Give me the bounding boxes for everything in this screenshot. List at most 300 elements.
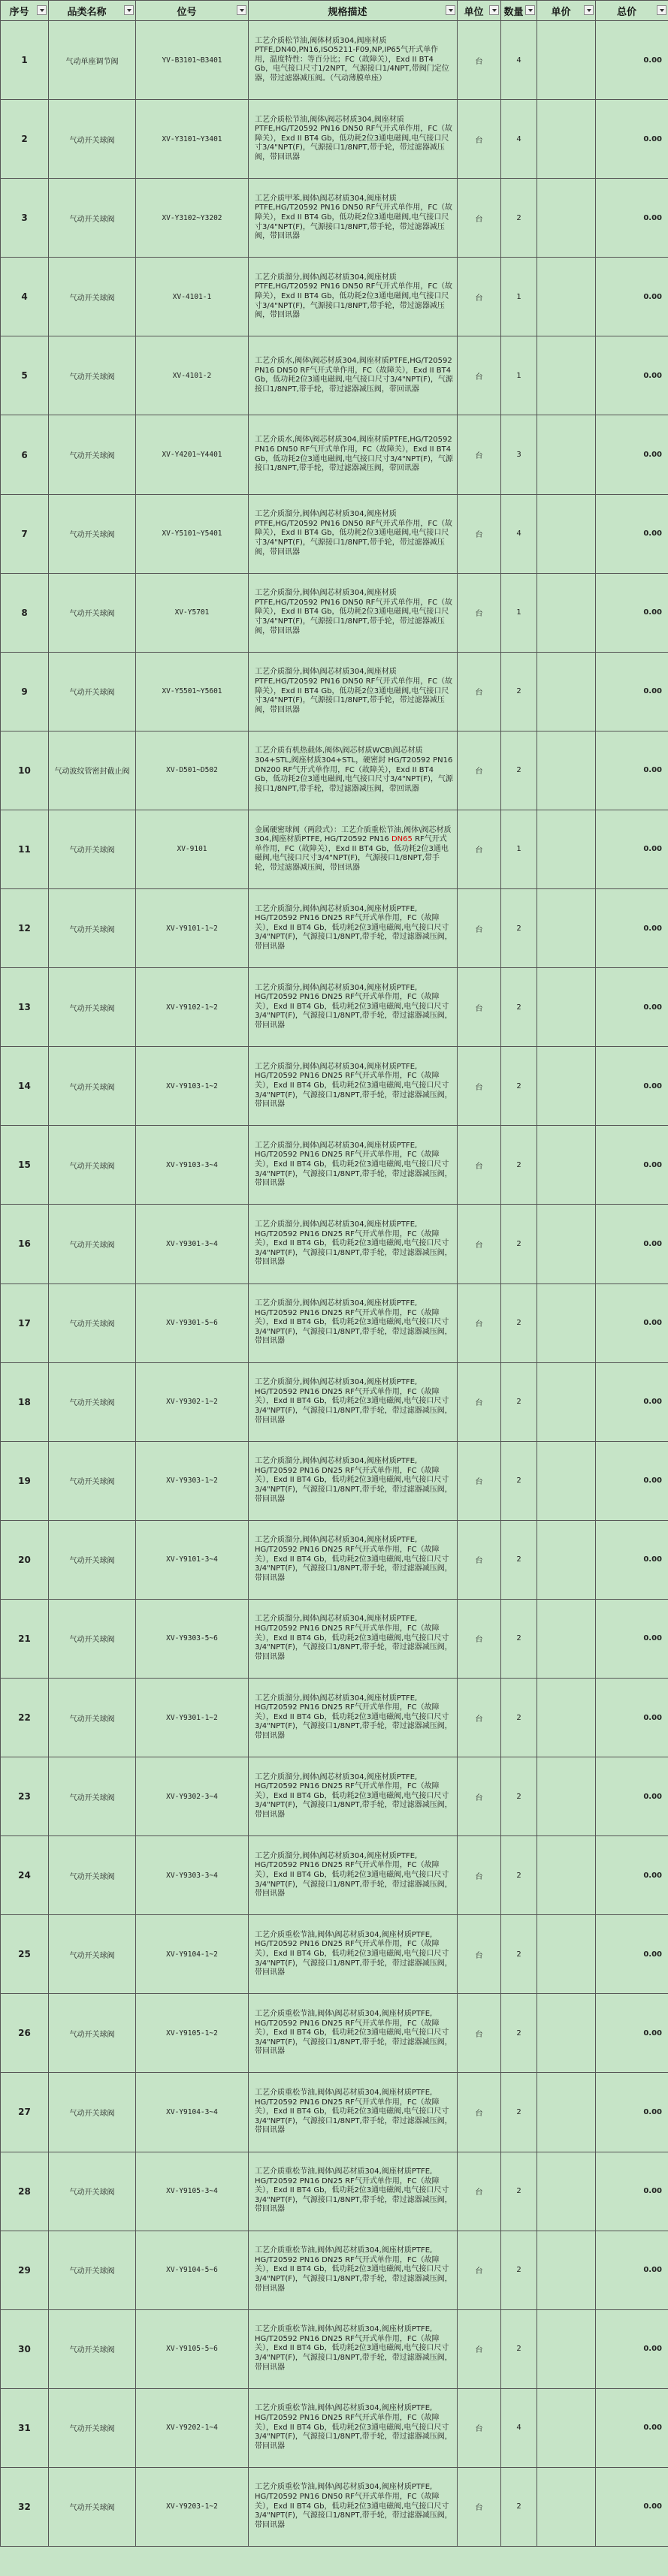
cell-spec[interactable]: 工艺介质溜分,阀体\阀芯材质304,阀座材质PTFE, HG/T20592 PN16 DN25 RF气开式单作用，FC（故障关），Exd II BT4 Gb，低功耗2位3通电磁阀,电气接口尺寸3/4"NPT(F)，气源接口1/8NPT,带手轮，带过滤器减压阀，带回讯器 — [249, 1047, 458, 1126]
cell-price[interactable] — [537, 494, 596, 573]
cell-qty[interactable]: 2 — [501, 1205, 537, 1283]
cell-qty[interactable]: 4 — [501, 2388, 537, 2467]
cell-price[interactable] — [537, 1757, 596, 1836]
cell-qty[interactable]: 2 — [501, 2152, 537, 2231]
cell-total[interactable]: 0.00 — [596, 731, 668, 810]
cell-model[interactable]: XV-D501~D502 — [136, 731, 249, 810]
cell-spec[interactable]: 工艺介质溜分,阀体\阀芯材质304,阀座材质PTFE, HG/T20592 PN16 DN25 RF气开式单作用，FC（故障关），Exd II BT4 Gb，低功耗2位3通电磁阀,电气接口尺寸3/4"NPT(F)，气源接口1/8NPT,带手轮，带过滤器减压阀，带回讯器 — [249, 1678, 458, 1757]
cell-name[interactable]: 气动开关球阀 — [49, 573, 136, 652]
cell-name[interactable]: 气动开关球阀 — [49, 1205, 136, 1283]
cell-price[interactable] — [537, 1047, 596, 1126]
cell-no[interactable]: 31 — [1, 2388, 49, 2467]
cell-total[interactable]: 0.00 — [596, 415, 668, 494]
cell-qty[interactable]: 4 — [501, 100, 537, 179]
cell-no[interactable]: 27 — [1, 2073, 49, 2152]
cell-spec[interactable]: 工艺介质有机热载体,阀体\阀芯材质WCB\阀芯材质304+STL,阀座材质304+STL，硬密封 HG/T20592 PN16 DN200 RF气开式单作用，FC（故障关），Exd II BT4 Gb，低功耗2位3通电磁阀,电气接口尺寸3/4"NPT(F)，气源接口1/8NPT,带手轮，带过滤器减压阀，带回讯器 — [249, 731, 458, 810]
cell-price[interactable] — [537, 573, 596, 652]
cell-price[interactable] — [537, 2388, 596, 2467]
cell-total[interactable]: 0.00 — [596, 2388, 668, 2467]
cell-price[interactable] — [537, 2467, 596, 2546]
cell-unit[interactable]: 台 — [458, 889, 501, 968]
cell-price[interactable] — [537, 1678, 596, 1757]
cell-qty[interactable]: 2 — [501, 1283, 537, 1362]
cell-no[interactable]: 7 — [1, 494, 49, 573]
cell-model[interactable]: XV-Y9301-5~6 — [136, 1283, 249, 1362]
cell-spec[interactable]: 工艺介质溜分,阀体\阀芯材质304,阀座材质PTFE, HG/T20592 PN16 DN25 RF气开式单作用，FC（故障关），Exd II BT4 Gb，低功耗2位3通电磁阀,电气接口尺寸3/4"NPT(F)，气源接口1/8NPT,带手轮，带过滤器减压阀，带回讯器 — [249, 1520, 458, 1599]
cell-no[interactable]: 21 — [1, 1599, 49, 1678]
cell-model[interactable]: XV-Y9301-1~2 — [136, 1678, 249, 1757]
highlighted-spec-text: DN65 — [391, 835, 413, 844]
cell-no[interactable]: 6 — [1, 415, 49, 494]
cell-price[interactable] — [537, 1520, 596, 1599]
filter-dropdown-icon[interactable] — [124, 5, 134, 15]
cell-price[interactable] — [537, 2231, 596, 2309]
cell-price[interactable] — [537, 2152, 596, 2231]
cell-no[interactable]: 29 — [1, 2231, 49, 2309]
cell-price[interactable] — [537, 1915, 596, 1994]
filter-dropdown-icon[interactable] — [525, 5, 535, 15]
header-unit — [458, 1, 501, 21]
cell-no[interactable]: 2 — [1, 100, 49, 179]
table-row — [1, 968, 668, 1047]
cell-unit[interactable]: 台 — [458, 573, 501, 652]
cell-total[interactable]: 0.00 — [596, 1757, 668, 1836]
cell-name[interactable]: 气动开关球阀 — [49, 1994, 136, 2073]
cell-total[interactable]: 0.00 — [596, 100, 668, 179]
cell-qty[interactable]: 2 — [501, 652, 537, 731]
cell-total[interactable]: 0.00 — [596, 889, 668, 968]
header-price — [537, 1, 596, 21]
cell-spec[interactable]: 工艺介质重松节油,阀体\阀芯材质304,阀座材质PTFE, HG/T20592 PN16 DN25 RF气开式单作用，FC（故障关），Exd II BT4 Gb，低功耗2位3通电磁阀,电气接口尺寸3/4"NPT(F)，气源接口1/8NPT,带手轮，带过滤器减压阀，带回讯器 — [249, 1994, 458, 2073]
cell-name[interactable]: 气动开关球阀 — [49, 1441, 136, 1520]
cell-price[interactable] — [537, 889, 596, 968]
cell-total[interactable]: 0.00 — [596, 336, 668, 415]
cell-qty[interactable]: 2 — [501, 1915, 537, 1994]
cell-total[interactable]: 0.00 — [596, 1362, 668, 1441]
cell-qty[interactable]: 2 — [501, 2309, 537, 2388]
cell-name[interactable]: 气动开关球阀 — [49, 100, 136, 179]
cell-unit[interactable]: 台 — [458, 1915, 501, 1994]
cell-model[interactable]: XV-Y9103-3~4 — [136, 1126, 249, 1205]
cell-unit[interactable]: 台 — [458, 1836, 501, 1915]
cell-spec[interactable]: 工艺介质溜分,阀体\阀芯材质304,阀座材质PTFE, HG/T20592 PN16 DN25 RF气开式单作用，FC（故障关），Exd II BT4 Gb，低功耗2位3通电磁阀,电气接口尺寸3/4"NPT(F)，气源接口1/8NPT,带手轮，带过滤器减压阀，带回讯器 — [249, 1757, 458, 1836]
cell-name[interactable]: 气动开关球阀 — [49, 1126, 136, 1205]
cell-price[interactable] — [537, 1205, 596, 1283]
filter-dropdown-icon[interactable] — [584, 5, 594, 15]
cell-qty[interactable]: 2 — [501, 1047, 537, 1126]
cell-no[interactable]: 30 — [1, 2309, 49, 2388]
cell-qty[interactable]: 4 — [501, 21, 537, 100]
cell-spec[interactable]: 工艺介质溜分,阀体\阀芯材质304,阀座材质PTFE,HG/T20592 PN16 DN50 RF气开式单作用，FC（故障关），Exd II BT4 Gb，低功耗2位3通电磁阀,电气接口尺寸3/4"NPT(F)，气源接口1/8NPT,带手轮，带过滤器减压阀，带回讯器 — [249, 258, 458, 336]
cell-total[interactable]: 0.00 — [596, 21, 668, 100]
cell-spec[interactable]: 工艺介质溜分,阀体\阀芯材质304,阀座材质PTFE, HG/T20592 PN16 DN25 RF气开式单作用，FC（故障关），Exd II BT4 Gb，低功耗2位3通电磁阀,电气接口尺寸3/4"NPT(F)，气源接口1/8NPT,带手轮，带过滤器减压阀，带回讯器 — [249, 1126, 458, 1205]
cell-unit[interactable]: 台 — [458, 21, 501, 100]
cell-spec[interactable]: 工艺介质溜分,阀体\阀芯材质304,阀座材质PTFE, HG/T20592 PN16 DN25 RF气开式单作用，FC（故障关），Exd II BT4 Gb，低功耗2位3通电磁阀,电气接口尺寸3/4"NPT(F)，气源接口1/8NPT,带手轮，带过滤器减压阀，带回讯器 — [249, 1362, 458, 1441]
cell-name[interactable]: 气动开关球阀 — [49, 1836, 136, 1915]
cell-no[interactable]: 25 — [1, 1915, 49, 1994]
cell-total[interactable]: 0.00 — [596, 494, 668, 573]
table-row — [1, 1836, 668, 1915]
table-row — [1, 1441, 668, 1520]
cell-price[interactable] — [537, 1126, 596, 1205]
cell-model[interactable]: XV-Y9104-1~2 — [136, 1915, 249, 1994]
cell-unit[interactable]: 台 — [458, 2231, 501, 2309]
cell-total[interactable]: 0.00 — [596, 1915, 668, 1994]
cell-spec[interactable]: 工艺介质水,阀体\阀芯材质304,阀座材质PTFE,HG/T20592 PN16 DN50 RF气开式单作用，FC（故障关），Exd II BT4 Gb，低功耗2位3通电磁阀,电气接口尺寸3/4"NPT(F)，气源接口1/8NPT,带手轮，带过滤器减压阀，带回讯器 — [249, 415, 458, 494]
cell-unit[interactable]: 台 — [458, 2152, 501, 2231]
cell-spec[interactable]: 工艺介质重松节油,阀体\阀芯材质304,阀座材质PTFE, HG/T20592 PN16 DN25 RF气开式单作用，FC（故障关），Exd II BT4 Gb，低功耗2位3通电磁阀,电气接口尺寸3/4"NPT(F)，气源接口1/8NPT,带手轮，带过滤器减压阀，带回讯器 — [249, 1915, 458, 1994]
cell-spec[interactable]: 工艺介质溜分,阀体\阀芯材质304,阀座材质PTFE, HG/T20592 PN16 DN25 RF气开式单作用，FC（故障关），Exd II BT4 Gb，低功耗2位3通电磁阀,电气接口尺寸3/4"NPT(F)，气源接口1/8NPT,带手轮，带过滤器减压阀，带回讯器 — [249, 968, 458, 1047]
cell-price[interactable] — [537, 652, 596, 731]
table-row — [1, 731, 668, 810]
table-row — [1, 1678, 668, 1757]
cell-price[interactable] — [537, 1599, 596, 1678]
cell-no[interactable]: 26 — [1, 1994, 49, 2073]
cell-spec[interactable]: 工艺介质重松节油,阀体\阀芯材质304,阀座材质PTFE, HG/T20592 PN16 DN25 RF气开式单作用，FC（故障关），Exd II BT4 Gb，低功耗2位3通电磁阀,电气接口尺寸3/4"NPT(F)，气源接口1/8NPT,带手轮，带过滤器减压阀，带回讯器 — [249, 2309, 458, 2388]
cell-spec[interactable]: 工艺介质重松节油,阀体\阀芯材质304,阀座材质PTFE, HG/T20592 PN16 DN25 RF气开式单作用，FC（故障关），Exd II BT4 Gb，低功耗2位3通电磁阀,电气接口尺寸3/4"NPT(F)，气源接口1/8NPT,带手轮，带过滤器减压阀，带回讯器 — [249, 2231, 458, 2309]
cell-model[interactable]: XV-Y9105-3~4 — [136, 2152, 249, 2231]
cell-qty[interactable]: 1 — [501, 258, 537, 336]
cell-qty[interactable]: 2 — [501, 179, 537, 258]
cell-total[interactable]: 0.00 — [596, 2152, 668, 2231]
cell-name[interactable]: 气动开关球阀 — [49, 1599, 136, 1678]
cell-price[interactable] — [537, 336, 596, 415]
cell-model[interactable]: XV-Y9105-5~6 — [136, 2309, 249, 2388]
cell-name[interactable]: 气动开关球阀 — [49, 1757, 136, 1836]
header-unit-label: 单位 — [464, 6, 484, 18]
cell-price[interactable] — [537, 1283, 596, 1362]
cell-total[interactable]: 0.00 — [596, 1599, 668, 1678]
table-row — [1, 336, 668, 415]
cell-model[interactable]: XV-Y9301-3~4 — [136, 1205, 249, 1283]
header-no — [1, 1, 49, 21]
cell-no[interactable]: 19 — [1, 1441, 49, 1520]
cell-price[interactable] — [537, 258, 596, 336]
cell-qty[interactable]: 1 — [501, 336, 537, 415]
cell-name[interactable]: 气动波纹管密封截止阀 — [49, 731, 136, 810]
cell-total[interactable]: 0.00 — [596, 573, 668, 652]
header-model-label: 位号 — [177, 6, 197, 18]
cell-model[interactable]: XV-9101 — [136, 810, 249, 888]
cell-no[interactable]: 24 — [1, 1836, 49, 1915]
header-qty-label: 数量 — [503, 6, 524, 18]
cell-model[interactable]: XV-Y9203-1~2 — [136, 2467, 249, 2546]
cell-name[interactable]: 气动开关球阀 — [49, 1678, 136, 1757]
cell-total[interactable]: 0.00 — [596, 1994, 668, 2073]
table-row — [1, 494, 668, 573]
cell-spec[interactable]: 工艺介质溜分,阀体\阀芯材质304,阀座材质PTFE, HG/T20592 PN16 DN25 RF气开式单作用，FC（故障关），Exd II BT4 Gb，低功耗2位3通电磁阀,电气接口尺寸3/4"NPT(F)，气源接口1/8NPT,带手轮，带过滤器减压阀，带回讯器 — [249, 889, 458, 968]
cell-spec[interactable]: 工艺介质溜分,阀体\阀芯材质304,阀座材质PTFE,HG/T20592 PN16 DN50 RF气开式单作用，FC（故障关），Exd II BT4 Gb，低功耗2位3通电磁阀,电气接口尺寸3/4"NPT(F)，气源接口1/8NPT,带手轮，带过滤器减压阀，带回讯器 — [249, 652, 458, 731]
cell-spec[interactable]: 工艺介质重松节油,阀体\阀芯材质304,阀座材质PTFE, HG/T20592 PN16 DN25 RF气开式单作用，FC（故障关），Exd II BT4 Gb，低功耗2位3通电磁阀,电气接口尺寸3/4"NPT(F)，气源接口1/8NPT,带手轮，带过滤器减压阀，带回讯器 — [249, 2073, 458, 2152]
cell-unit[interactable]: 台 — [458, 100, 501, 179]
cell-model[interactable]: XV-Y9102-1~2 — [136, 968, 249, 1047]
header-spec — [249, 1, 458, 21]
cell-total[interactable]: 0.00 — [596, 2467, 668, 2546]
header-model — [136, 1, 249, 21]
cell-no[interactable]: 4 — [1, 258, 49, 336]
cell-model[interactable]: XV-Y9103-1~2 — [136, 1047, 249, 1126]
cell-unit[interactable]: 台 — [458, 968, 501, 1047]
cell-no[interactable]: 18 — [1, 1362, 49, 1441]
cell-no[interactable]: 12 — [1, 889, 49, 968]
table-body — [1, 21, 668, 2547]
cell-unit[interactable]: 台 — [458, 652, 501, 731]
cell-spec[interactable]: 工艺介质溜分,阀体\阀芯材质304,阀座材质PTFE, HG/T20592 PN16 DN25 RF气开式单作用，FC（故障关），Exd II BT4 Gb，低功耗2位3通电磁阀,电气接口尺寸3/4"NPT(F)，气源接口1/8NPT,带手轮，带过滤器减压阀，带回讯器 — [249, 1599, 458, 1678]
cell-name[interactable]: 气动开关球阀 — [49, 494, 136, 573]
cell-name[interactable]: 气动开关球阀 — [49, 336, 136, 415]
cell-no[interactable]: 23 — [1, 1757, 49, 1836]
cell-model[interactable]: XV-Y9104-5~6 — [136, 2231, 249, 2309]
header-price-label: 单价 — [551, 6, 571, 18]
cell-no[interactable]: 5 — [1, 336, 49, 415]
cell-no[interactable]: 1 — [1, 21, 49, 100]
cell-qty[interactable]: 2 — [501, 889, 537, 968]
cell-unit[interactable]: 台 — [458, 1520, 501, 1599]
cell-name[interactable]: 气动开关球阀 — [49, 2152, 136, 2231]
cell-model[interactable]: XV-Y9303-5~6 — [136, 1599, 249, 1678]
header-total-label: 总价 — [616, 6, 636, 18]
cell-price[interactable] — [537, 1362, 596, 1441]
cell-name[interactable]: 气动开关球阀 — [49, 258, 136, 336]
cell-unit[interactable]: 台 — [458, 415, 501, 494]
cell-spec[interactable]: 工艺介质松节油,阀体\阀芯材质304,阀座材质PTFE,HG/T20592 PN16 DN50 RF气开式单作用，FC（故障关），Exd II BT4 Gb，低功耗2位3通电磁阀,电气接口尺寸3/4"NPT(F)，气源接口1/8NPT,带手轮，带过滤器减压阀，带回讯器 — [249, 100, 458, 179]
cell-model[interactable]: XV-Y9303-1~2 — [136, 1441, 249, 1520]
cell-no[interactable]: 13 — [1, 968, 49, 1047]
cell-qty[interactable]: 2 — [501, 1678, 537, 1757]
cell-model[interactable]: XV-Y9302-1~2 — [136, 1362, 249, 1441]
header-spec-label: 规格描述 — [328, 6, 367, 18]
cell-unit[interactable]: 台 — [458, 1126, 501, 1205]
cell-unit[interactable]: 台 — [458, 1047, 501, 1126]
cell-no[interactable]: 28 — [1, 2152, 49, 2231]
cell-model[interactable]: XV-4101-2 — [136, 336, 249, 415]
cell-spec[interactable]: 工艺介质溜分,阀体\阀芯材质304,阀座材质PTFE, HG/T20592 PN16 DN25 RF气开式单作用，FC（故障关），Exd II BT4 Gb，低功耗2位3通电磁阀,电气接口尺寸3/4"NPT(F)，气源接口1/8NPT,带手轮，带过滤器减压阀，带回讯器 — [249, 1441, 458, 1520]
cell-qty[interactable]: 2 — [501, 1126, 537, 1205]
cell-spec[interactable]: 工艺介质松节油,阀体材质304,阀座材质PTFE,DN40,PN16,ISO5211-F09,NP,IP65气开式单作用，温度特性：等百分比；FC（故障关），Exd II BT4 Gb，电气接口尺寸1/2NPT，气源接口1/4NPT,带阀门定位器，带过滤器减压阀。（气动薄膜单座） — [249, 21, 458, 100]
cell-qty[interactable]: 2 — [501, 968, 537, 1047]
table-row — [1, 810, 668, 888]
cell-price[interactable] — [537, 1994, 596, 2073]
cell-name[interactable]: 气动开关球阀 — [49, 1047, 136, 1126]
cell-name[interactable]: 气动开关球阀 — [49, 2309, 136, 2388]
cell-spec[interactable]: 工艺介质溜分,阀体\阀芯材质304,阀座材质PTFE,HG/T20592 PN16 DN50 RF气开式单作用，FC（故障关），Exd II BT4 Gb，低功耗2位3通电磁阀,电气接口尺寸3/4"NPT(F)，气源接口1/8NPT,带手轮，带过滤器减压阀，带回讯器 — [249, 494, 458, 573]
cell-spec[interactable]: 工艺介质水,阀体\阀芯材质304,阀座材质PTFE,HG/T20592 PN16 DN50 RF气开式单作用，FC（故障关），Exd II BT4 Gb，低功耗2位3通电磁阀,电气接口尺寸3/4"NPT(F)，气源接口1/8NPT,带手轮，带过滤器减压阀，带回讯器 — [249, 336, 458, 415]
cell-total[interactable]: 0.00 — [596, 1126, 668, 1205]
cell-model[interactable]: XV-Y9202-1~4 — [136, 2388, 249, 2467]
cell-name[interactable]: 气动开关球阀 — [49, 810, 136, 888]
cell-no[interactable]: 9 — [1, 652, 49, 731]
cell-total[interactable]: 0.00 — [596, 2309, 668, 2388]
cell-total[interactable]: 0.00 — [596, 1678, 668, 1757]
cell-qty[interactable]: 2 — [501, 731, 537, 810]
table-row — [1, 258, 668, 336]
cell-no[interactable]: 3 — [1, 179, 49, 258]
cell-no[interactable]: 10 — [1, 731, 49, 810]
cell-total[interactable]: 0.00 — [596, 1441, 668, 1520]
cell-name[interactable]: 气动单座调节阀 — [49, 21, 136, 100]
cell-qty[interactable]: 2 — [501, 1441, 537, 1520]
cell-unit[interactable]: 台 — [458, 336, 501, 415]
cell-price[interactable] — [537, 415, 596, 494]
cell-unit[interactable]: 台 — [458, 1994, 501, 2073]
cell-unit[interactable]: 台 — [458, 1205, 501, 1283]
cell-total[interactable]: 0.00 — [596, 2231, 668, 2309]
cell-price[interactable] — [537, 2309, 596, 2388]
cell-name[interactable]: 气动开关球阀 — [49, 179, 136, 258]
cell-total[interactable]: 0.00 — [596, 652, 668, 731]
cell-name[interactable]: 气动开关球阀 — [49, 2231, 136, 2309]
cell-model[interactable]: XV-Y9104-3~4 — [136, 2073, 249, 2152]
cell-unit[interactable]: 台 — [458, 1599, 501, 1678]
cell-spec[interactable]: 工艺介质重松节油,阀体\阀芯材质304,阀座材质PTFE, HG/T20592 PN16 DN25 RF气开式单作用，FC（故障关），Exd II BT4 Gb，低功耗2位3通电磁阀,电气接口尺寸3/4"NPT(F)，气源接口1/8NPT,带手轮，带过滤器减压阀，带回讯器 — [249, 2388, 458, 2467]
table-row — [1, 573, 668, 652]
cell-qty[interactable]: 2 — [501, 1362, 537, 1441]
table-row — [1, 2309, 668, 2388]
cell-price[interactable] — [537, 2073, 596, 2152]
cell-total[interactable]: 0.00 — [596, 258, 668, 336]
cell-model[interactable]: XV-Y9101-3~4 — [136, 1520, 249, 1599]
cell-total[interactable]: 0.00 — [596, 2073, 668, 2152]
cell-qty[interactable]: 2 — [501, 1599, 537, 1678]
cell-name[interactable]: 气动开关球阀 — [49, 889, 136, 968]
cell-spec[interactable]: 工艺介质溜分,阀体\阀芯材质304,阀座材质PTFE, HG/T20592 PN16 DN25 RF气开式单作用，FC（故障关），Exd II BT4 Gb，低功耗2位3通电磁阀,电气接口尺寸3/4"NPT(F)，气源接口1/8NPT,带手轮，带过滤器减压阀，带回讯器 — [249, 1836, 458, 1915]
cell-name[interactable]: 气动开关球阀 — [49, 652, 136, 731]
cell-qty[interactable]: 3 — [501, 415, 537, 494]
cell-model[interactable]: XV-Y5101~Y5401 — [136, 494, 249, 573]
cell-qty[interactable]: 2 — [501, 1836, 537, 1915]
cell-total[interactable]: 0.00 — [596, 1047, 668, 1126]
cell-name[interactable]: 气动开关球阀 — [49, 2073, 136, 2152]
cell-model[interactable]: XV-Y9303-3~4 — [136, 1836, 249, 1915]
cell-name[interactable]: 气动开关球阀 — [49, 1362, 136, 1441]
header-name — [49, 1, 136, 21]
cell-unit[interactable]: 台 — [458, 2073, 501, 2152]
filter-dropdown-icon[interactable] — [37, 5, 47, 15]
cell-name[interactable]: 气动开关球阀 — [49, 968, 136, 1047]
table-row — [1, 100, 668, 179]
cell-total[interactable]: 0.00 — [596, 179, 668, 258]
cell-unit[interactable]: 台 — [458, 731, 501, 810]
cell-unit[interactable]: 台 — [458, 258, 501, 336]
cell-model[interactable]: XV-4101-1 — [136, 258, 249, 336]
cell-name[interactable]: 气动开关球阀 — [49, 2388, 136, 2467]
cell-spec[interactable]: 工艺介质溜分,阀体\阀芯材质304,阀座材质PTFE,HG/T20592 PN16 DN50 RF气开式单作用，FC（故障关），Exd II BT4 Gb，低功耗2位3通电磁阀,电气接口尺寸3/4"NPT(F)，气源接口1/8NPT,带手轮，带过滤器减压阀，带回讯器 — [249, 573, 458, 652]
cell-no[interactable]: 20 — [1, 1520, 49, 1599]
cell-qty[interactable]: 2 — [501, 1520, 537, 1599]
cell-total[interactable]: 0.00 — [596, 1520, 668, 1599]
cell-price[interactable] — [537, 810, 596, 888]
cell-model[interactable]: YV-B3101~B3401 — [136, 21, 249, 100]
cell-model[interactable]: XV-Y9101-1~2 — [136, 889, 249, 968]
filter-dropdown-icon[interactable] — [657, 5, 666, 15]
cell-unit[interactable]: 台 — [458, 1441, 501, 1520]
cell-model[interactable]: XV-Y5501~Y5601 — [136, 652, 249, 731]
cell-model[interactable]: XV-Y5701 — [136, 573, 249, 652]
table-row — [1, 21, 668, 100]
cell-no[interactable]: 22 — [1, 1678, 49, 1757]
table-row — [1, 2467, 668, 2546]
cell-model[interactable]: XV-Y4201~Y4401 — [136, 415, 249, 494]
cell-no[interactable]: 16 — [1, 1205, 49, 1283]
table-row — [1, 1126, 668, 1205]
cell-unit[interactable]: 台 — [458, 2467, 501, 2546]
cell-no[interactable]: 11 — [1, 810, 49, 888]
cell-model[interactable]: XV-Y3101~Y3401 — [136, 100, 249, 179]
cell-name[interactable]: 气动开关球阀 — [49, 2467, 136, 2546]
cell-price[interactable] — [537, 1836, 596, 1915]
cell-price[interactable] — [537, 1441, 596, 1520]
cell-qty[interactable]: 4 — [501, 494, 537, 573]
cell-no[interactable]: 8 — [1, 573, 49, 652]
cell-no[interactable]: 15 — [1, 1126, 49, 1205]
cell-price[interactable] — [537, 731, 596, 810]
cell-name[interactable]: 气动开关球阀 — [49, 1915, 136, 1994]
cell-price[interactable] — [537, 100, 596, 179]
cell-spec[interactable]: 工艺介质重松节油,阀体\阀芯材质304,阀座材质PTFE, HG/T20592 PN16 DN25 RF气开式单作用，FC（故障关），Exd II BT4 Gb，低功耗2位3通电磁阀,电气接口尺寸3/4"NPT(F)，气源接口1/8NPT,带手轮，带过滤器减压阀，带回讯器 — [249, 2152, 458, 2231]
cell-total[interactable]: 0.00 — [596, 1205, 668, 1283]
cell-no[interactable]: 14 — [1, 1047, 49, 1126]
cell-unit[interactable]: 台 — [458, 2309, 501, 2388]
cell-model[interactable]: XV-Y3102~Y3202 — [136, 179, 249, 258]
table-row — [1, 889, 668, 968]
table-row — [1, 1047, 668, 1126]
cell-no[interactable]: 32 — [1, 2467, 49, 2546]
cell-model[interactable]: XV-Y9105-1~2 — [136, 1994, 249, 2073]
cell-unit[interactable]: 台 — [458, 1757, 501, 1836]
cell-spec[interactable]: 工艺介质甲苯,阀体\阀芯材质304,阀座材质PTFE,HG/T20592 PN16 DN50 RF气开式单作用，FC（故障关），Exd II BT4 Gb，低功耗2位3通电磁阀,电气接口尺寸3/4"NPT(F)，气源接口1/8NPT,带手轮，带过滤器减压阀，带回讯器 — [249, 179, 458, 258]
table-row — [1, 1994, 668, 2073]
cell-spec[interactable]: 工艺介质重松节油,阀体\阀芯材质304,阀座材质PTFE, HG/T20592 PN16 DN50 RF气开式单作用，FC（故障关），Exd II BT4 Gb，低功耗2位3通电磁阀,电气接口尺寸3/4"NPT(F)，气源接口1/8NPT,带手轮，带过滤器减压阀，带回讯器 — [249, 2467, 458, 2546]
cell-model[interactable]: XV-Y9302-3~4 — [136, 1757, 249, 1836]
cell-unit[interactable]: 台 — [458, 179, 501, 258]
cell-qty[interactable]: 2 — [501, 2231, 537, 2309]
cell-no[interactable]: 17 — [1, 1283, 49, 1362]
cell-qty[interactable]: 2 — [501, 2073, 537, 2152]
table-row — [1, 1599, 668, 1678]
cell-price[interactable] — [537, 968, 596, 1047]
cell-unit[interactable]: 台 — [458, 2388, 501, 2467]
filter-dropdown-icon[interactable] — [489, 5, 499, 15]
cell-qty[interactable]: 1 — [501, 810, 537, 888]
table-row — [1, 2152, 668, 2231]
table-row — [1, 1283, 668, 1362]
filter-dropdown-icon[interactable] — [446, 5, 455, 15]
cell-price[interactable] — [537, 179, 596, 258]
cell-unit[interactable]: 台 — [458, 1678, 501, 1757]
cell-spec[interactable]: 工艺介质溜分,阀体\阀芯材质304,阀座材质PTFE, HG/T20592 PN16 DN25 RF气开式单作用，FC（故障关），Exd II BT4 Gb，低功耗2位3通电磁阀,电气接口尺寸3/4"NPT(F)，气源接口1/8NPT,带手轮，带过滤器减压阀，带回讯器 — [249, 1283, 458, 1362]
cell-total[interactable]: 0.00 — [596, 1836, 668, 1915]
cell-unit[interactable]: 台 — [458, 1362, 501, 1441]
cell-price[interactable] — [537, 21, 596, 100]
cell-qty[interactable]: 2 — [501, 1994, 537, 2073]
cell-name[interactable]: 气动开关球阀 — [49, 1283, 136, 1362]
cell-total[interactable]: 0.00 — [596, 1283, 668, 1362]
cell-name[interactable]: 气动开关球阀 — [49, 1520, 136, 1599]
cell-spec[interactable]: 金属硬密球阀（两段式）：工艺介质重松节油,阀体\阀芯材质304,阀座材质PTFE, HG/T20592 PN16 DN65 RF气开式单作用，FC（故障关），Exd II BT4 Gb，低功耗2位3通电磁阀,电气接口尺寸3/4"NPT(F)，气源接口1/8NPT,带手轮，带过滤器减压阀，带回讯器 — [249, 810, 458, 888]
cell-spec[interactable]: 工艺介质溜分,阀体\阀芯材质304,阀座材质PTFE, HG/T20592 PN16 DN25 RF气开式单作用，FC（故障关），Exd II BT4 Gb，低功耗2位3通电磁阀,电气接口尺寸3/4"NPT(F)，气源接口1/8NPT,带手轮，带过滤器减压阀，带回讯器 — [249, 1205, 458, 1283]
cell-qty[interactable]: 1 — [501, 573, 537, 652]
cell-unit[interactable]: 台 — [458, 1283, 501, 1362]
cell-unit[interactable]: 台 — [458, 494, 501, 573]
cell-qty[interactable]: 2 — [501, 2467, 537, 2546]
cell-total[interactable]: 0.00 — [596, 968, 668, 1047]
cell-unit[interactable]: 台 — [458, 810, 501, 888]
cell-total[interactable]: 0.00 — [596, 810, 668, 888]
table-row — [1, 1205, 668, 1283]
cell-qty[interactable]: 2 — [501, 1757, 537, 1836]
filter-dropdown-icon[interactable] — [237, 5, 246, 15]
cell-name[interactable]: 气动开关球阀 — [49, 415, 136, 494]
